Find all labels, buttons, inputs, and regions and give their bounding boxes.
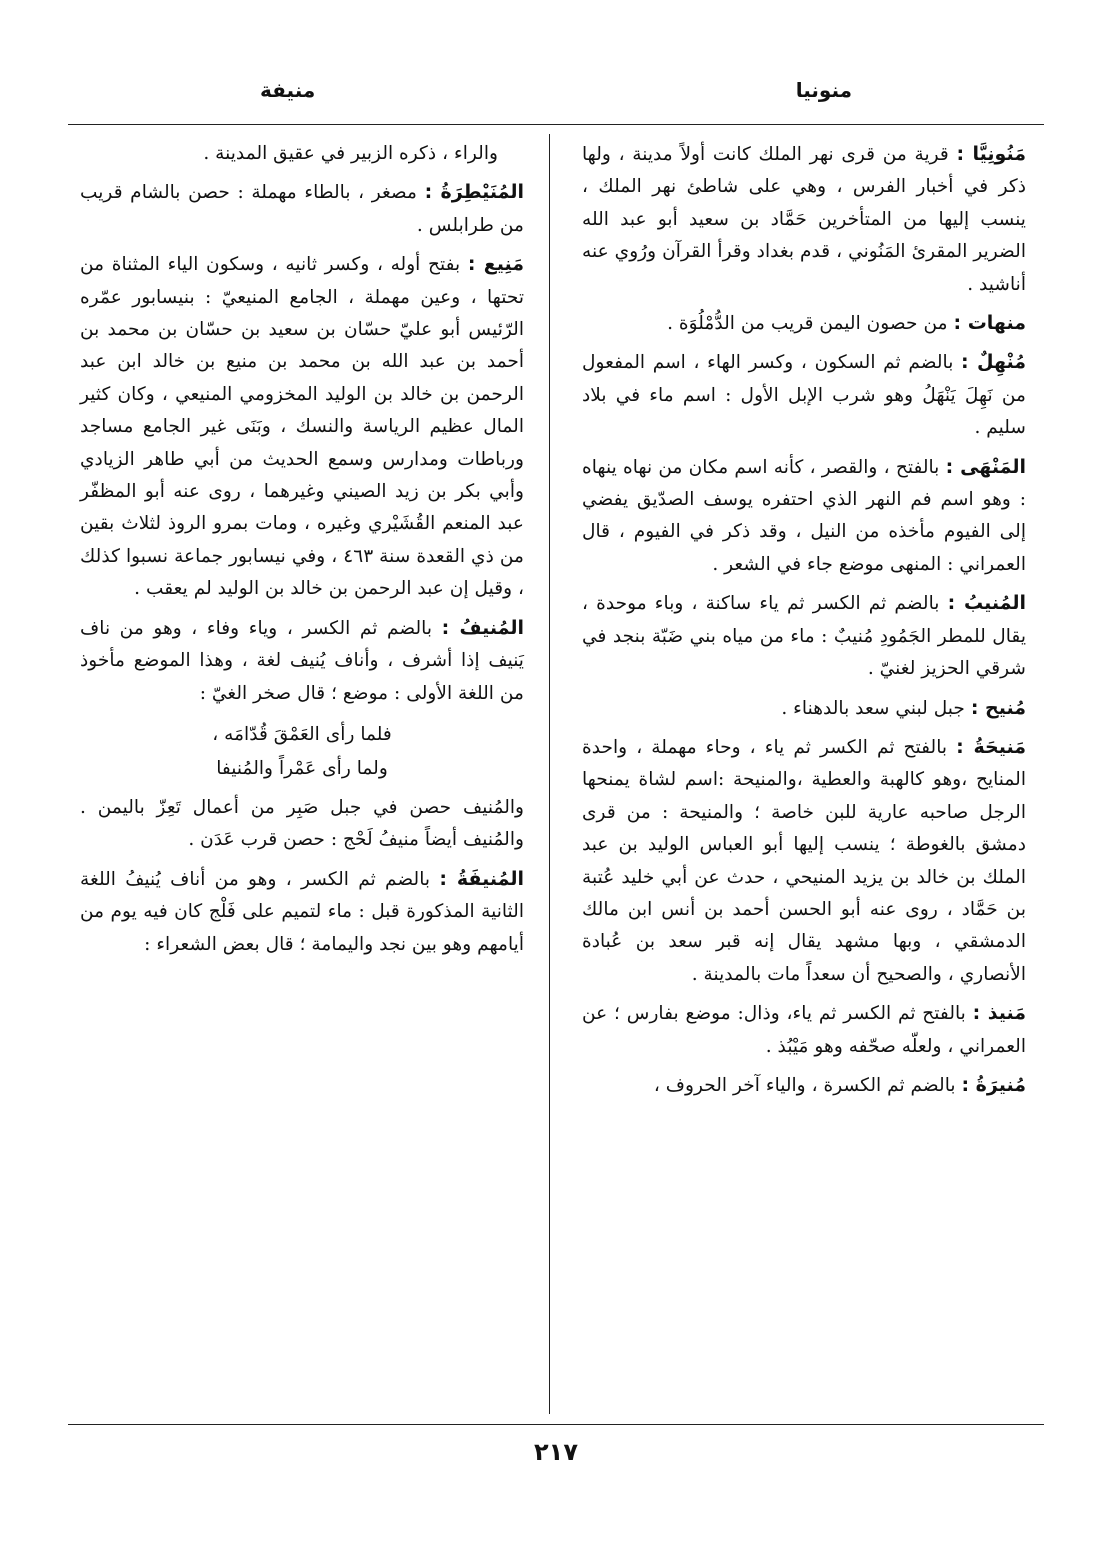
- entry: [582, 138, 1026, 301]
- running-head-left: منيفة: [260, 78, 316, 102]
- column-divider: [549, 134, 550, 1414]
- entry: [80, 248, 524, 605]
- entry-text: قرية من قرى نهر الملك كانت أولاً مدينة ، ولها ذكر في أخبار الفرس ، وهي على شاطئ نهر الملك ، ينسب إليها من المتأخرين حَمَّاد بن سعيد أبو عبد الله الضرير المقرئ المَنُوني ، قدم بغداد وقرأ القرآن ورُوي عنه أناشيد .: [582, 144, 1026, 295]
- entry: [582, 587, 1026, 685]
- entry: [582, 346, 1026, 444]
- left-column: [80, 138, 524, 967]
- bottom-rule: [68, 1424, 1044, 1425]
- entry: [582, 307, 1026, 340]
- entry-text: بالضم ثم الكسر ، وياء وفاء ، وهو من ناف يَنيف إذا أشرف ، وأناف يُنيف لغة ، وهذا الموضع مأخوذ من اللغة الأولى : موضع ؛ قال صخر الغيّ :: [80, 617, 524, 704]
- running-head-right: منونيا: [795, 78, 852, 102]
- entry-headword: مُنْهِلٌ :: [961, 351, 1027, 374]
- entry-headword: المُنيفَةُ :: [439, 867, 524, 890]
- entry-continuation: والمُنيف حصن في جبل صَبِر من أعمال تَعِزّ باليمن . والمُنيف أيضاً منيفُ لَحْج : حصن قرب عَدَن .: [80, 796, 524, 851]
- page-number: ٢١٧: [534, 1438, 578, 1466]
- entry-headword: المُنيبُ :: [947, 592, 1026, 615]
- entry: [582, 731, 1026, 991]
- entry-text: بالضم ثم الكسر ثم ياء ساكنة ، وباء موحدة ، يقال للمطر الجَمُودِ مُنيبٌ : ماء من مياه بني ضَبّة بنجد في شرقي الحزيز لغنيّ .: [582, 593, 1026, 680]
- entry-headword: مُنيح :: [970, 696, 1026, 719]
- entry-headword: منهات :: [953, 312, 1026, 335]
- poem-verse: [80, 718, 524, 786]
- verse-line: فلما رأى العَمْقَ قُدّامَه ،: [212, 723, 392, 745]
- entry: [582, 997, 1026, 1063]
- entry-headword: المُنيفُ :: [441, 616, 524, 639]
- entry-headword: مَنيحَةُ :: [956, 735, 1026, 758]
- entry: [80, 612, 524, 710]
- top-rule: [68, 124, 1044, 125]
- entry-continuation: والراء ، ذكره الزبير في عقيق المدينة .: [203, 143, 498, 164]
- entry-text: بالضم ثم الكسرة ، والياء آخر الحروف ،: [653, 1074, 956, 1096]
- entry: [80, 863, 524, 961]
- entry: [80, 176, 524, 242]
- entry-headword: مَنيذ :: [972, 1002, 1026, 1025]
- entry: [582, 692, 1026, 725]
- entry-text: بالضم ثم الكسر ، وهو من أناف يُنيفُ اللغة الثانية المذكورة قبل : ماء لتميم على فَلْج كان فيه يوم من أيامهم وهو بين نجد واليمامة ؛ قال بعض الشعراء :: [80, 868, 524, 955]
- entry-text: بالضم ثم السكون ، وكسر الهاء ، اسم المفعول من نَهِلَ يَنْهَلُ وهو شرب الإبل الأول : اسم ماء في بلاد سليم .: [582, 352, 1026, 439]
- entry-headword: المَنْهَى :: [945, 455, 1026, 478]
- verse-line: ولما رأى عَمْراً والمُنيفا: [216, 757, 388, 779]
- right-column: [582, 138, 1026, 1108]
- entry-headword: مُنيرَةُ :: [961, 1073, 1026, 1096]
- entry-text: جبل لبني سعد بالدهناء .: [781, 697, 965, 719]
- entry-headword: المُنَيْطِرَةُ :: [424, 181, 524, 204]
- entry-text: بالفتح ثم الكسر ثم ياء ، وحاء مهملة ، واحدة المنايح ،وهو كالهبة والعطية ،والمنيحة :اسم لشاة يمنحها الرجل صاحبه عارية للبن خاصة ؛ والمنيحة : من قرى دمشق بالغوطة ؛ ينسب إليها أبو العباس الوليد بن عبد الملك بن خالد بن يزيد المنيحي ، حدث عن أبي خليد عُتبة بن حَمَّاد ، روى عنه أبو الحسن أحمد بن أنس ابن مالك الدمشقي ، وبها مشهد يقال إنه قبر سعد بن عُبادة الأنصاري ، والصحيح أن سعداً مات بالمدينة .: [582, 736, 1026, 985]
- entry-text: بالفتح ثم الكسر ثم ياء، وذال: موضع بفارس ؛ عن العمراني ، ولعلّه صحّفه وهو مَيْبُذ .: [582, 1003, 1026, 1057]
- entry-headword: مَنِيع :: [467, 253, 524, 276]
- entry-headword: مَنُونِيَّا :: [956, 143, 1026, 165]
- entry-text: بالفتح ، والقصر ، كأنه اسم مكان من نهاه ينهاه : وهو اسم فم النهر الذي احتفره يوسف الصدّيق يفضي إلى الفيوم مأخذه من النيل ، وقد ذكر في الفيوم ، قال العمراني : المنهى موضع جاء في الشعر .: [582, 456, 1026, 575]
- entry: [582, 451, 1026, 582]
- entry: [582, 1069, 1026, 1102]
- entry-text: مصغر ، بالطاء مهملة : حصن بالشام قريب من طرابلس .: [80, 182, 524, 236]
- entry-text: من حصون اليمن قريب من الدُّمْلُوَة .: [667, 313, 948, 335]
- entry-text: بفتح أوله ، وكسر ثانيه ، وسكون الياء المثناة من تحتها ، وعين مهملة ، الجامع المنيعيّ : بنيسابور عمّره الرّئيس أبو عليّ حسّان بن سعيد بن حسّان بن محمد بن أحمد بن عبد الله بن محمد بن منيع بن خالد ابن عبد الرحمن بن خالد بن الوليد المخزومي المنيعي ، وكان كثير المال عظيم الرياسة والنسك ، وبَنَى غير الجامع مساجد ورباطات ومدارس وسمع الحديث من أبي طاهر الزيادي وأبي بكر بن زيد الصيني وغيرهما ، روى عنه أبو المظفّر عبد المنعم القُشَيْري وغيره ، ومات بمرو الروذ لثلاث بقين من ذي القعدة سنة ٤٦٣ ، وفي نيسابور جماعة نسبوا كذلك ، وقيل إن عبد الرحمن بن خالد بن الوليد لم يعقب .: [80, 254, 524, 600]
